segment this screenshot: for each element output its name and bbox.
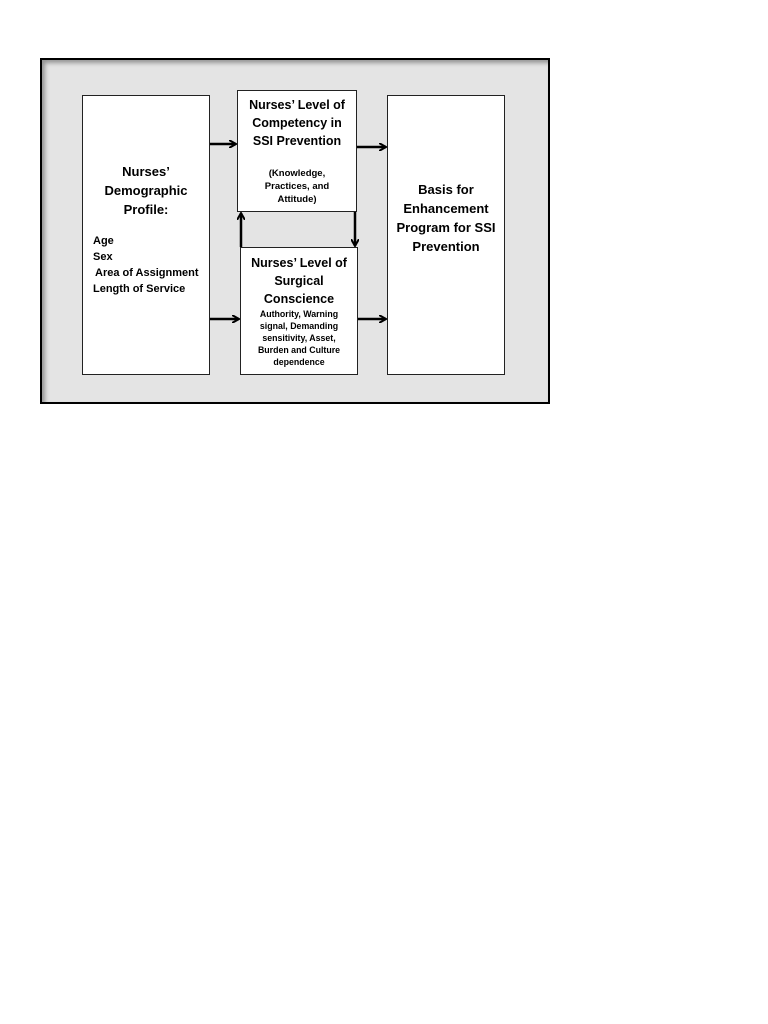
demographic-item-sex: Sex — [93, 251, 113, 263]
basis-box — [387, 95, 505, 375]
demographic-item-length-of-service: Length of Service — [93, 283, 186, 295]
competency-subtitle: (Knowledge, Practices, and Attitude) — [264, 168, 330, 205]
demographic-profile-title: Nurses’ Demographic Profile: — [104, 164, 188, 217]
surgical-conscience-title: Nurses’ Level of Surgical Conscience — [251, 256, 347, 306]
demographic-item-age: Age — [93, 235, 114, 247]
demographic-item-area: Area of Assignment — [95, 267, 199, 279]
demographic-items-list — [93, 233, 207, 297]
competency-title: Nurses’ Level of Competency in SSI Prevention — [249, 98, 345, 148]
surgical-conscience-subtitle: Authority, Warning signal, Demanding sensitivity, Asset, Burden and Culture dependence — [257, 309, 341, 367]
demographic-profile-box — [82, 95, 210, 375]
basis-title: Basis for Enhancement Program for SSI Prevention — [396, 182, 496, 254]
surgical-conscience-box — [240, 247, 358, 375]
competency-box — [237, 90, 357, 212]
